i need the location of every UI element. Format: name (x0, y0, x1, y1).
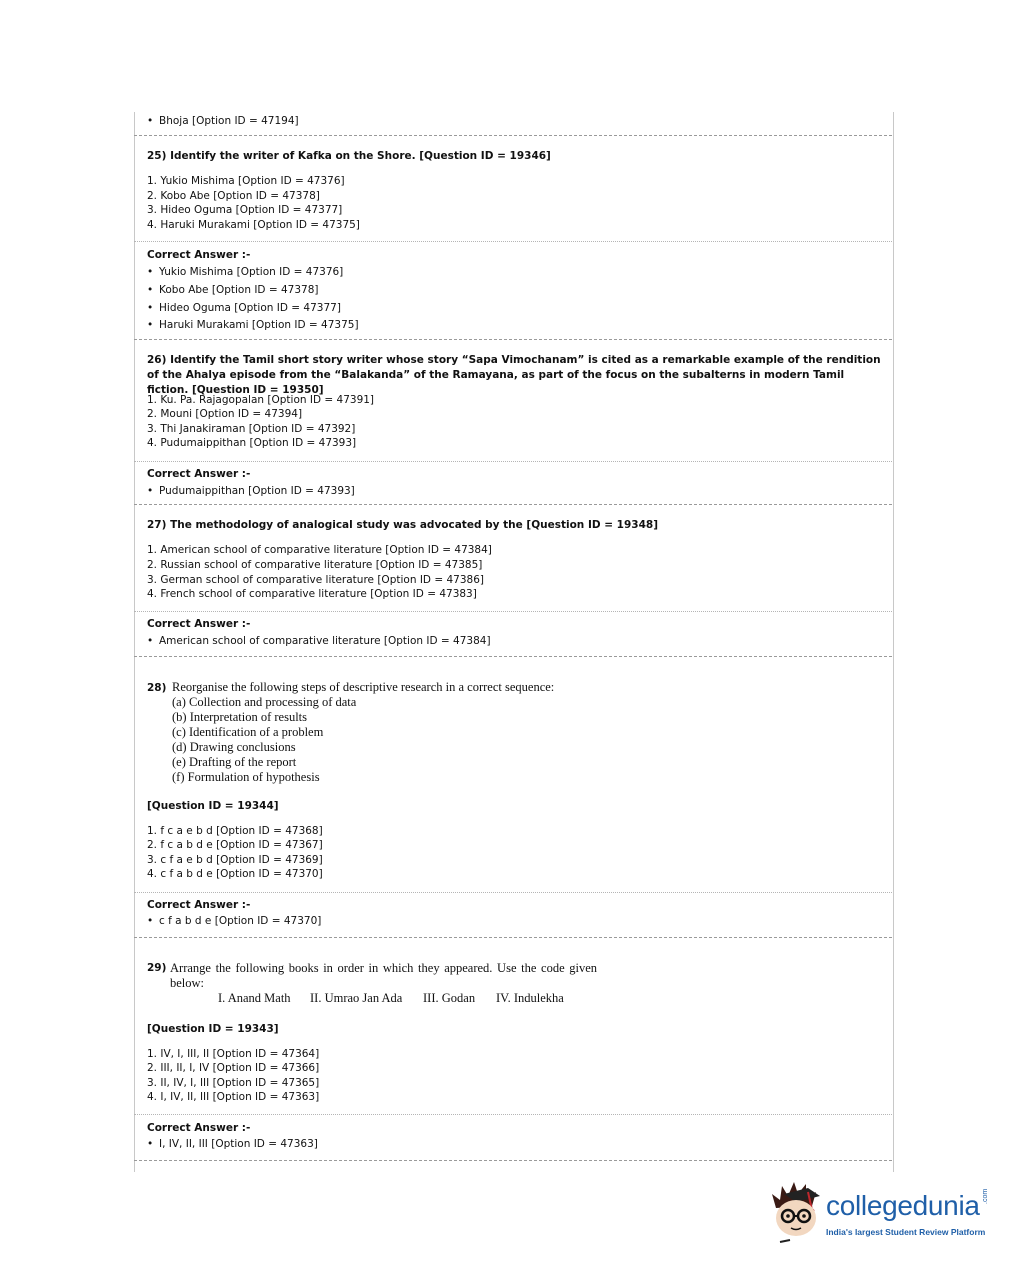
option: 1. Ku. Pa. Rajagopalan [Option ID = 47391] (147, 394, 375, 406)
correct-answer-label: Correct Answer :- (147, 618, 251, 630)
option: 3. German school of comparative literature [Option ID = 47386] (147, 574, 484, 586)
correct-answer-label: Correct Answer :- (147, 468, 251, 480)
divider (134, 241, 892, 242)
correct-answer-label: Correct Answer :- (147, 1122, 251, 1134)
step-item: (d) Drawing conclusions (172, 740, 296, 754)
question-26: 26) Identify the Tamil short story writer whose story “Sapa Vimochanam” is cited as a remarkable example of the rendition of the Ahalya episode from the “Balakanda” of the Ramayana, as part of the focus on the subalterns in modern Tamil fiction. [Question ID = 19350] (147, 354, 881, 396)
divider (134, 611, 892, 612)
correct-answer-label: Correct Answer :- (147, 249, 251, 261)
answer-item: • Haruki Murakami [Option ID = 47375] (147, 318, 359, 332)
divider (134, 339, 892, 340)
divider (134, 892, 892, 893)
option: 2. Kobo Abe [Option ID = 47378] (147, 190, 320, 202)
option: 4. French school of comparative literature [Option ID = 47383] (147, 588, 477, 600)
option: 3. II, IV, I, III [Option ID = 47365] (147, 1077, 320, 1089)
option: 1. f c a e b d [Option ID = 47368] (147, 825, 323, 837)
question-number: 28) (147, 682, 167, 694)
answer-item: • I, IV, II, III [Option ID = 47363] (147, 1137, 318, 1151)
option: 4. Pudumaippithan [Option ID = 47393] (147, 437, 357, 449)
mascot-icon (768, 1180, 826, 1246)
brand-tagline: India's largest Student Review Platform (826, 1227, 986, 1237)
question-27: 27) The methodology of analogical study was advocated by the [Question ID = 19348] (147, 519, 658, 531)
book-item: IV. Indulekha (496, 991, 564, 1005)
step-item: (f) Formulation of hypothesis (172, 770, 320, 784)
brand-suffix: .com (982, 1188, 989, 1204)
question-29-stem: Arrange the following books in order in which they appeared. Use the code given (170, 961, 598, 975)
option: 3. Hideo Oguma [Option ID = 47377] (147, 204, 343, 216)
divider (134, 135, 892, 136)
option: 4. Haruki Murakami [Option ID = 47375] (147, 219, 360, 231)
option: 2. Russian school of comparative literature [Option ID = 47385] (147, 559, 483, 571)
option: 1. American school of comparative literature [Option ID = 47384] (147, 544, 492, 556)
question-29-stem-cont: below: (170, 976, 205, 990)
answer-item: • Hideo Oguma [Option ID = 47377] (147, 301, 341, 315)
divider (134, 1160, 892, 1161)
answer-item: • Yukio Mishima [Option ID = 47376] (147, 265, 343, 279)
divider (134, 656, 892, 657)
divider (134, 1114, 892, 1115)
question-25: 25) Identify the writer of Kafka on the Shore. [Question ID = 19346] (147, 150, 551, 162)
option: 2. f c a b d e [Option ID = 47367] (147, 839, 323, 851)
book-item: II. Umrao Jan Ada (310, 991, 403, 1005)
question-id: [Question ID = 19344] (147, 800, 279, 812)
question-number: 29) (147, 962, 167, 974)
option: 4. c f a b d e [Option ID = 47370] (147, 868, 323, 880)
option: 2. Mouni [Option ID = 47394] (147, 408, 303, 420)
divider (134, 504, 892, 505)
step-item: (e) Drafting of the report (172, 755, 297, 769)
book-item: III. Godan (423, 991, 476, 1005)
step-item: (c) Identification of a problem (172, 725, 324, 739)
divider (134, 937, 892, 938)
step-item: (a) Collection and processing of data (172, 695, 357, 709)
answer-item: • Kobo Abe [Option ID = 47378] (147, 283, 319, 297)
answer-item: • Pudumaippithan [Option ID = 47393] (147, 484, 355, 498)
answer-item: • American school of comparative literature [Option ID = 47384] (147, 634, 491, 648)
option: 3. c f a e b d [Option ID = 47369] (147, 854, 323, 866)
option: 1. Yukio Mishima [Option ID = 47376] (147, 175, 345, 187)
brand-name: collegedunia (826, 1190, 980, 1221)
question-id: [Question ID = 19343] (147, 1023, 279, 1035)
collegedunia-logo (768, 1180, 993, 1250)
option: 2. III, II, I, IV [Option ID = 47366] (147, 1062, 320, 1074)
correct-answer-label: Correct Answer :- (147, 899, 251, 911)
question-28-stem: Reorganise the following steps of descriptive research in a correct sequence: (172, 680, 555, 694)
option: 3. Thi Janakiraman [Option ID = 47392] (147, 423, 356, 435)
option: 1. IV, I, III, II [Option ID = 47364] (147, 1048, 320, 1060)
option: 4. I, IV, II, III [Option ID = 47363] (147, 1091, 320, 1103)
book-item: I. Anand Math (218, 991, 291, 1005)
divider (134, 461, 892, 462)
step-item: (b) Interpretation of results (172, 710, 308, 724)
list-item: • Bhoja [Option ID = 47194] (147, 114, 299, 128)
answer-item: • c f a b d e [Option ID = 47370] (147, 914, 321, 928)
